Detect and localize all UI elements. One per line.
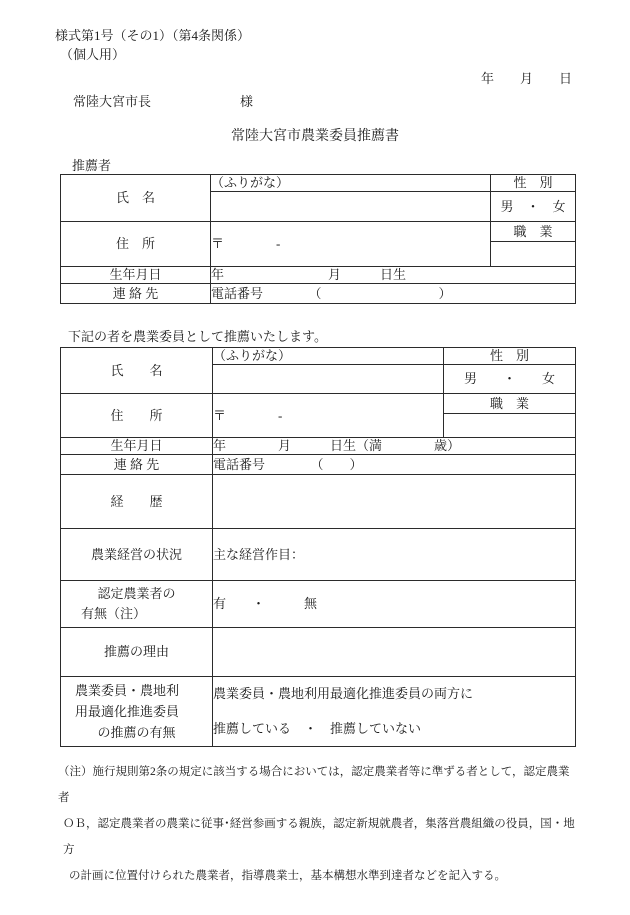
footnote <box>58 759 575 889</box>
candidate-furigana-label: （ふりがな） <box>213 348 444 365</box>
candidate-address-label: 住 所 <box>61 394 213 438</box>
recommender-section-label: 推薦者 <box>72 158 112 173</box>
candidate-occupation-field <box>444 414 576 438</box>
candidate-birth-label: 生年月日 <box>61 438 213 455</box>
candidate-name-label: 氏 名 <box>61 348 213 394</box>
candidate-address-field: 〒 - <box>213 394 444 438</box>
recommender-table <box>60 174 576 304</box>
dual-value-line2: 推薦している ・ 推薦していない <box>213 721 422 736</box>
candidate-farm-status-label: 農業経営の状況 <box>61 529 213 581</box>
dual-value-line1: 農業委員・農地利用最適化推進委員の両方に <box>213 686 474 701</box>
candidate-phone-field: 電話番号 （ ） <box>213 455 576 475</box>
candidate-birth-field: 年 月 日生（満 歳） <box>213 438 576 455</box>
candidate-reason-field <box>213 628 576 677</box>
candidate-contact-label: 連 絡 先 <box>61 455 213 475</box>
certified-label-line2: 有無（注） <box>81 606 147 621</box>
recommendation-statement: 下記の者を農業委員として推薦いたします。 <box>68 329 327 344</box>
certified-label-line1: 認定農業者の <box>97 586 176 601</box>
candidate-sex-header: 性 別 <box>444 348 576 365</box>
personal-use-label: （個人用） <box>60 47 126 62</box>
candidate-reason-label: 推薦の理由 <box>61 628 213 677</box>
recommender-furigana-label: （ふりがな） <box>211 175 491 192</box>
recommender-birth-field: 年 月 日生 <box>211 267 576 284</box>
footnote-line2: ＯＢ，認定農業者の農業に従事･経営参画する親族，認定新規就農者，集落営農組織の役員，国・地方 <box>63 818 575 856</box>
candidate-certified-farmer-label <box>61 581 213 628</box>
recommender-sex-header: 性 別 <box>491 175 576 192</box>
addressee-honorific: 様 <box>240 94 254 109</box>
candidate-career-field <box>213 475 576 529</box>
recommender-name-label: 氏 名 <box>61 175 211 222</box>
dual-label-line1: 農業委員・農地利 <box>75 683 180 698</box>
addressee-line <box>73 93 630 111</box>
addressee-name: 常陸大宮市長 <box>73 94 152 109</box>
document-title: 常陸大宮市農業委員推薦書 <box>231 129 399 144</box>
recommender-address-label: 住 所 <box>61 222 211 267</box>
dual-label-line2: 用最適化推進委員 <box>75 704 180 719</box>
footnote-line3: の計画に位置付けられた農業者，指導農業士，基本構想水準到達者などを記入する。 <box>69 870 506 882</box>
candidate-certified-options: 有 ・ 無 <box>213 581 576 628</box>
recommender-contact-label: 連 絡 先 <box>61 284 211 304</box>
candidate-sex-options: 男 ・ 女 <box>444 365 576 394</box>
candidate-career-label: 経 歴 <box>61 475 213 529</box>
candidate-table <box>60 347 576 747</box>
recommender-birth-label: 生年月日 <box>61 267 211 284</box>
recommender-address-field: 〒 - <box>211 222 491 267</box>
recommender-name-field <box>211 192 491 222</box>
candidate-occupation-header: 職 業 <box>444 394 576 414</box>
candidate-name-field <box>213 365 444 394</box>
recommender-occupation-field <box>491 242 576 267</box>
form-number: 様式第1号（その1）（第4条関係） <box>55 28 251 43</box>
candidate-dual-recommendation-label <box>61 677 213 747</box>
recommender-occupation-header: 職 業 <box>491 222 576 242</box>
footnote-line1: （注）施行規則第2条の規定に該当する場合においては，認定農業者等に準ずる者として，認定農業者 <box>58 766 570 804</box>
date-line: 年 月 日 <box>480 71 572 86</box>
candidate-dual-recommendation-field <box>213 677 576 747</box>
recommender-phone-field: 電話番号 （ ） <box>211 284 576 304</box>
recommender-sex-options: 男 ・ 女 <box>491 192 576 222</box>
candidate-farm-status-field: 主な経営作目： <box>213 529 576 581</box>
dual-label-line3: の推薦の有無 <box>97 725 176 740</box>
